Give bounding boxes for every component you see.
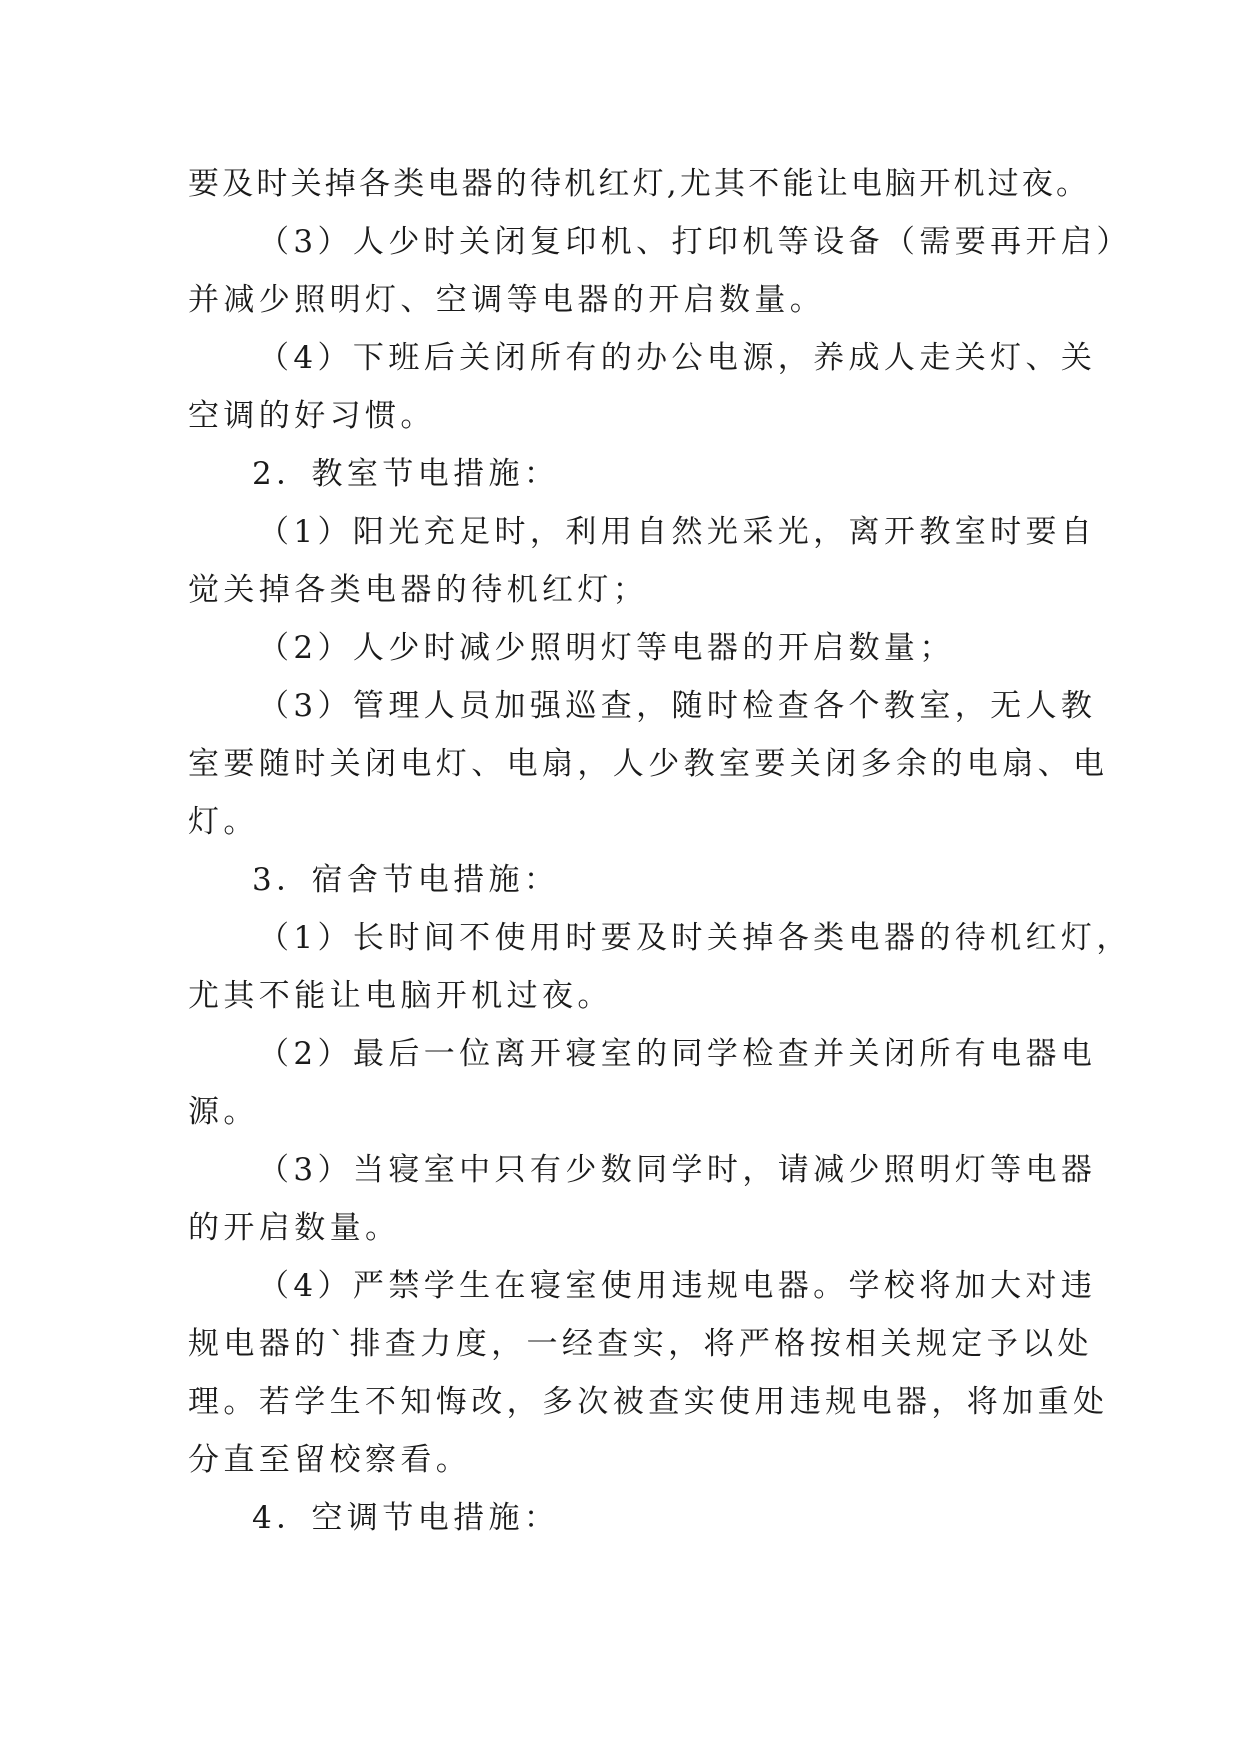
section-heading: 3．宿舍节电措施： [252, 862, 560, 898]
text-line: （1）长时间不使用时要及时关掉各类电器的待机红灯， [258, 920, 1132, 956]
text-line: 室要随时关闭电灯、电扇，人少教室要关闭多余的电扇、电 [188, 746, 1109, 782]
section-heading: 4．空调节电措施： [252, 1500, 560, 1536]
text-line: 要及时关掉各类电器的待机红灯,尤其不能让电脑开机过夜。 [188, 166, 1091, 202]
text-line: （3）管理人员加强巡查，随时检查各个教室，无人教 [258, 688, 1097, 724]
text-line: 灯。 [188, 804, 259, 840]
text-line: 觉关掉各类电器的待机红灯； [188, 572, 649, 608]
text-line: 规电器的`排查力度，一经查实，将严格按相关规定予以处 [188, 1326, 1093, 1362]
text-line: 的开启数量。 [188, 1210, 401, 1246]
text-line: （3）人少时关闭复印机、打印机等设备（需要再开启） [258, 224, 1132, 260]
text-line: （1）阳光充足时，利用自然光采光，离开教室时要自 [258, 514, 1097, 550]
text-line: （4）严禁学生在寝室使用违规电器。学校将加大对违 [258, 1268, 1097, 1304]
text-line: 并减少照明灯、空调等电器的开启数量。 [188, 282, 826, 318]
text-line: （4）下班后关闭所有的办公电源，养成人走关灯、关 [258, 340, 1097, 376]
text-line: 尤其不能让电脑开机过夜。 [188, 978, 613, 1014]
text-line: 理。若学生不知悔改，多次被查实使用违规电器，将加重处 [188, 1384, 1109, 1420]
section-heading: 2．教室节电措施： [252, 456, 560, 492]
text-line: 分直至留校察看。 [188, 1442, 472, 1478]
text-line: （2）人少时减少照明灯等电器的开启数量； [258, 630, 955, 666]
text-line: （2）最后一位离开寝室的同学检查并关闭所有电器电 [258, 1036, 1097, 1072]
text-line: 空调的好习惯。 [188, 398, 436, 434]
text-line: （3）当寝室中只有少数同学时，请减少照明灯等电器 [258, 1152, 1097, 1188]
text-line: 源。 [188, 1094, 259, 1130]
